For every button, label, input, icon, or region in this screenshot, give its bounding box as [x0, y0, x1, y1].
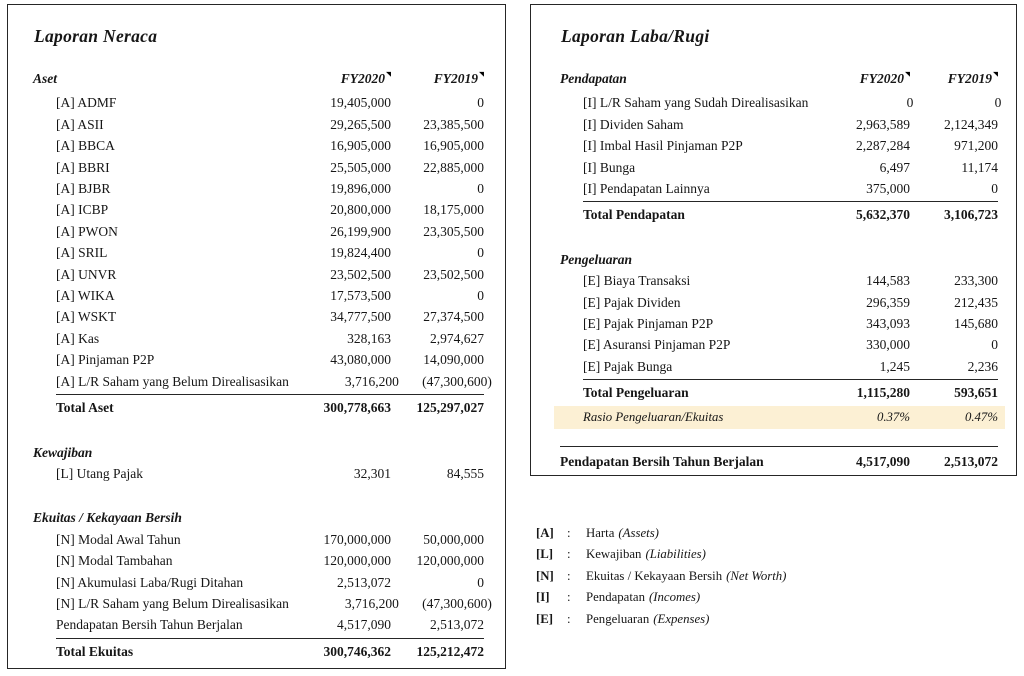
row-fy2020-value: 375,000 — [866, 181, 910, 197]
row-label: [I] Bunga — [583, 159, 636, 175]
row-fy2020-value: 19,405,000 — [330, 95, 391, 111]
ratio-fy2020-value: 0.37% — [876, 409, 910, 424]
legend-label: Ekuitas / Kekayaan Bersih — [586, 568, 723, 583]
legend-text — [586, 544, 786, 565]
corner-marker-icon: ◥ — [905, 70, 910, 78]
row-fy2019-value: 212,435 — [954, 294, 998, 310]
row-fy2019-value: 27,374,500 — [423, 309, 484, 325]
row-label: [N] Modal Tambahan — [56, 553, 173, 569]
column-header-fy2019-label: FY2019 — [947, 71, 992, 86]
table-row — [583, 270, 998, 291]
row-label: [E] Asuransi Pinjaman P2P — [583, 337, 731, 353]
row-fy2019-value: 0 — [477, 288, 484, 304]
legend-separator: : — [567, 611, 571, 626]
row-fy2019-value: 0 — [477, 181, 484, 197]
legend-note: (Net Worth) — [726, 568, 787, 583]
row-label: [L] Utang Pajak — [56, 465, 143, 481]
ekuitas-total-container — [56, 638, 484, 662]
row-fy2019-value: 2,124,349 — [944, 116, 998, 132]
table-row — [583, 313, 998, 334]
row-label: [I] Dividen Saham — [583, 116, 684, 132]
row-fy2020-value: 0 — [906, 95, 914, 111]
row-label: [I] Pendapatan Lainnya — [583, 181, 710, 197]
row-fy2019-value: 0 — [991, 337, 998, 353]
row-label: [E] Biaya Transaksi — [583, 273, 691, 289]
row-fy2019-value: 50,000,000 — [423, 531, 484, 547]
row-label: [N] L/R Saham yang Belum Direalisasikan — [56, 595, 289, 611]
column-header-fy2019 — [391, 68, 484, 92]
row-fy2020-value: 328,163 — [347, 330, 391, 346]
table-row — [56, 199, 484, 220]
row-label: [A] ASII — [56, 116, 104, 132]
column-header-fy2020 — [805, 68, 910, 92]
table-row — [583, 292, 998, 313]
net-income-label: Pendapatan Bersih Tahun Berjalan — [560, 453, 764, 469]
table-row — [56, 328, 484, 349]
legend-label: Harta — [586, 526, 615, 540]
total-fy2020-value: 300,778,663 — [323, 400, 391, 416]
legend-text — [586, 566, 786, 587]
section-header-pengeluaran-row — [560, 249, 998, 270]
balance-sheet-title: Laporan Neraca — [34, 26, 158, 46]
row-fy2020-value: 34,777,500 — [330, 309, 391, 325]
row-fy2019-value: 18,175,000 — [423, 202, 484, 218]
table-row — [583, 157, 998, 178]
row-fy2019-value: 233,300 — [954, 273, 998, 289]
legend-code: [I] — [536, 590, 550, 605]
row-fy2019-value: 145,680 — [954, 316, 998, 332]
table-row — [56, 157, 484, 178]
row-fy2020-value: 120,000,000 — [323, 553, 391, 569]
legend-note: (Incomes) — [649, 590, 701, 605]
section-header-kewajiban: Kewajiban — [33, 444, 93, 460]
row-fy2020-value: 3,716,200 — [344, 373, 399, 389]
ratio-label: Rasio Pengeluaran/Ekuitas — [583, 409, 724, 424]
row-fy2020-value: 20,800,000 — [330, 202, 391, 218]
table-row — [56, 114, 484, 135]
table-row — [56, 178, 484, 199]
table-row — [56, 135, 484, 156]
row-fy2019-value: 23,502,500 — [423, 266, 484, 282]
corner-marker-icon: ◥ — [993, 70, 998, 78]
total-pengeluaran-row — [583, 379, 998, 403]
aset-total-container — [56, 394, 484, 418]
row-fy2020-value: 3,716,200 — [344, 595, 399, 611]
pendapatan-rows — [583, 92, 1002, 199]
section-header-aset: Aset — [33, 71, 58, 86]
legend-note: (Assets) — [618, 526, 659, 540]
table-row — [583, 334, 998, 355]
row-fy2020-value: 32,301 — [353, 465, 391, 481]
net-income-row — [560, 446, 998, 472]
total-pendapatan-row — [583, 201, 998, 225]
legend-label: Pendapatan — [586, 590, 645, 605]
ratio-fy2019-value: 0.47% — [964, 409, 998, 424]
expense-equity-ratio-row — [554, 406, 1005, 429]
row-fy2020-value: 296,359 — [866, 294, 910, 310]
account-code-legend — [536, 523, 786, 630]
legend-code: [L] — [536, 547, 554, 562]
row-label: [A] PWON — [56, 223, 118, 239]
table-row — [56, 614, 484, 635]
row-label: [E] Pajak Bunga — [583, 358, 673, 374]
legend-note: (Expenses) — [653, 611, 710, 626]
table-row — [583, 135, 998, 156]
total-fy2020-value: 1,115,280 — [856, 385, 910, 401]
income-statement-column-header-row — [560, 68, 998, 92]
legend-label: Kewajiban — [586, 547, 642, 562]
table-row — [56, 306, 484, 327]
table-row — [583, 356, 998, 377]
balance-sheet-panel — [7, 4, 506, 669]
row-fy2020-value: 16,905,000 — [330, 138, 391, 154]
row-fy2020-value: 2,513,072 — [337, 574, 391, 590]
legend-text — [586, 523, 786, 544]
pengeluaran-rows — [583, 270, 998, 377]
row-fy2019-value: 0 — [991, 181, 998, 197]
corner-marker-icon: ◥ — [386, 70, 391, 78]
table-row — [56, 242, 484, 263]
row-fy2019-value: (47,300,600) — [422, 373, 492, 389]
row-fy2019-value: 16,905,000 — [423, 138, 484, 154]
column-header-fy2019 — [910, 68, 998, 92]
row-fy2020-value: 25,505,000 — [330, 159, 391, 175]
column-header-fy2020-label: FY2020 — [340, 71, 385, 86]
total-fy2020-value: 5,632,370 — [856, 207, 910, 223]
row-fy2019-value: 2,974,627 — [430, 330, 484, 346]
row-label: [E] Pajak Dividen — [583, 294, 681, 310]
row-fy2020-value: 17,573,500 — [330, 288, 391, 304]
row-fy2019-value: 2,513,072 — [430, 617, 484, 633]
legend-item — [536, 523, 786, 544]
table-row — [56, 221, 484, 242]
row-label: [I] Imbal Hasil Pinjaman P2P — [583, 138, 743, 154]
row-fy2019-value: 2,236 — [967, 358, 998, 374]
row-label: [A] SRIL — [56, 245, 108, 261]
section-header-kewajiban-row — [33, 442, 484, 463]
column-header-fy2020-label: FY2020 — [859, 71, 904, 86]
row-label: [I] L/R Saham yang Sudah Direalisasikan — [583, 95, 809, 111]
row-label: [A] ADMF — [56, 95, 117, 111]
row-fy2020-value: 330,000 — [866, 337, 910, 353]
section-header-pendapatan: Pendapatan — [560, 71, 627, 86]
table-row — [56, 349, 484, 370]
row-label: [A] UNVR — [56, 266, 117, 282]
row-label: [A] Pinjaman P2P — [56, 352, 155, 368]
row-label: [A] WIKA — [56, 288, 115, 304]
pengeluaran-total-container — [583, 379, 998, 403]
income-statement-panel — [530, 4, 1017, 476]
row-label: [A] BBRI — [56, 159, 110, 175]
row-fy2020-value: 2,287,284 — [856, 138, 910, 154]
total-ekuitas-row — [56, 638, 484, 662]
balance-sheet-column-header-row — [33, 68, 484, 92]
kewajiban-rows — [56, 463, 484, 484]
row-fy2020-value: 343,093 — [866, 316, 910, 332]
row-fy2020-value: 4,517,090 — [337, 617, 391, 633]
total-fy2019-value: 3,106,723 — [944, 207, 998, 223]
row-label: [E] Pajak Pinjaman P2P — [583, 316, 714, 332]
legend-separator: : — [567, 568, 571, 583]
row-label: [A] WSKT — [56, 309, 117, 325]
total-fy2019-value: 125,212,472 — [416, 643, 484, 659]
row-fy2019-value: 22,885,000 — [423, 159, 484, 175]
legend-label: Pengeluaran — [586, 611, 650, 626]
total-aset-row — [56, 394, 484, 418]
total-label: Total Pendapatan — [583, 207, 685, 223]
total-fy2019-value: 593,651 — [954, 385, 998, 401]
row-label: [A] BBCA — [56, 138, 115, 154]
row-fy2019-value: 84,555 — [446, 465, 484, 481]
ekuitas-rows — [56, 529, 492, 636]
legend-item — [536, 566, 786, 587]
legend-separator: : — [567, 526, 571, 540]
table-row — [56, 285, 484, 306]
legend-code: [A] — [536, 526, 554, 540]
row-fy2020-value: 6,497 — [879, 159, 910, 175]
table-row — [56, 529, 484, 550]
row-fy2020-value: 43,080,000 — [330, 352, 391, 368]
income-statement-title: Laporan Laba/Rugi — [561, 26, 710, 46]
row-fy2019-value: 0 — [994, 95, 1002, 111]
section-header-ekuitas-row — [33, 507, 484, 528]
total-fy2020-value: 300,746,362 — [323, 643, 391, 659]
total-label: Total Aset — [56, 400, 114, 416]
legend-text — [586, 609, 786, 630]
row-fy2019-value: 23,385,500 — [423, 116, 484, 132]
net-income-fy2019-value: 2,513,072 — [944, 453, 998, 469]
row-fy2020-value: 144,583 — [866, 273, 910, 289]
table-row — [56, 550, 484, 571]
row-label: [A] L/R Saham yang Belum Direalisasikan — [56, 373, 289, 389]
row-fy2019-value: 0 — [477, 574, 484, 590]
aset-rows — [56, 92, 492, 392]
legend-code: [E] — [536, 611, 554, 626]
row-fy2020-value: 29,265,500 — [330, 116, 391, 132]
row-label: [N] Akumulasi Laba/Rugi Ditahan — [56, 574, 244, 590]
row-fy2019-value: 120,000,000 — [416, 553, 484, 569]
row-label: [A] BJBR — [56, 181, 111, 197]
table-row — [56, 92, 484, 113]
row-label: [A] Kas — [56, 330, 100, 346]
row-fy2020-value: 1,245 — [879, 358, 910, 374]
total-label: Total Pengeluaran — [583, 385, 689, 401]
row-fy2019-value: 14,090,000 — [423, 352, 484, 368]
row-fy2019-value: (47,300,600) — [422, 595, 492, 611]
legend-code: [N] — [536, 568, 554, 583]
column-header-fy2019-label: FY2019 — [433, 71, 478, 86]
legend-text — [586, 587, 786, 608]
corner-marker-icon: ◥ — [479, 70, 484, 78]
total-label: Total Ekuitas — [56, 643, 134, 659]
table-row — [56, 572, 484, 593]
legend-item — [536, 544, 786, 565]
row-label: [N] Modal Awal Tahun — [56, 531, 181, 547]
row-fy2020-value: 19,824,400 — [330, 245, 391, 261]
row-fy2019-value: 971,200 — [954, 138, 998, 154]
table-row — [56, 463, 484, 484]
section-header-ekuitas: Ekuitas / Kekayaan Bersih — [33, 510, 182, 526]
legend-note: (Liabilities) — [645, 547, 706, 562]
row-fy2020-value: 2,963,589 — [856, 116, 910, 132]
row-fy2019-value: 23,305,500 — [423, 223, 484, 239]
section-header-pengeluaran: Pengeluaran — [560, 251, 633, 267]
legend-separator: : — [567, 547, 571, 562]
row-fy2019-value: 11,174 — [961, 159, 998, 175]
table-row — [56, 371, 492, 392]
legend-item — [536, 587, 786, 608]
pendapatan-total-container — [583, 201, 998, 225]
column-header-fy2020 — [281, 68, 391, 92]
table-row — [583, 114, 998, 135]
row-fy2020-value: 19,896,000 — [330, 181, 391, 197]
table-row — [583, 92, 1002, 113]
table-row — [583, 178, 998, 199]
row-fy2020-value: 170,000,000 — [323, 531, 391, 547]
row-fy2019-value: 0 — [477, 245, 484, 261]
row-fy2020-value: 26,199,900 — [330, 223, 391, 239]
legend-item — [536, 609, 786, 630]
row-fy2019-value: 0 — [477, 95, 484, 111]
net-income-fy2020-value: 4,517,090 — [856, 453, 910, 469]
table-row — [56, 264, 484, 285]
row-label: Pendapatan Bersih Tahun Berjalan — [56, 617, 243, 633]
row-fy2020-value: 23,502,500 — [330, 266, 391, 282]
legend-separator: : — [567, 590, 571, 605]
total-fy2019-value: 125,297,027 — [416, 400, 484, 416]
table-row — [56, 593, 492, 614]
row-label: [A] ICBP — [56, 202, 109, 218]
